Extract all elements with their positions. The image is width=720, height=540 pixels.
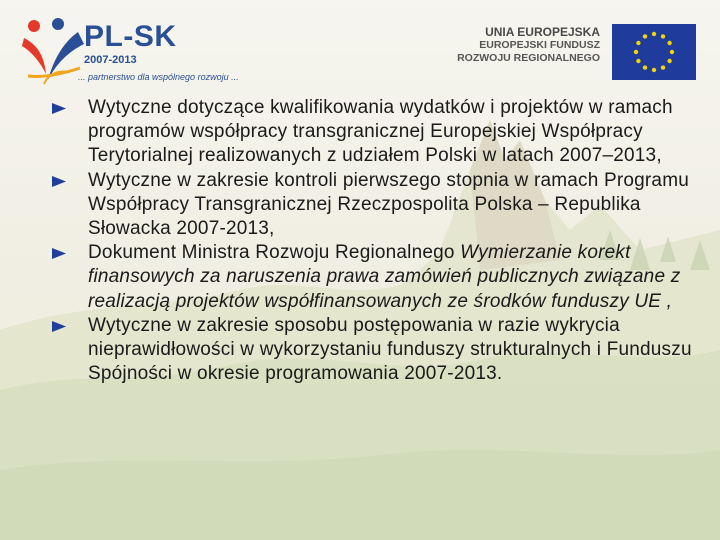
- program-logo-title: PL-SK: [84, 20, 177, 53]
- header: [0, 0, 720, 92]
- content: [52, 96, 692, 386]
- program-logo-tagline: ... partnerstwo dla wspólnego rozwoju ...: [78, 72, 239, 82]
- list-item: [52, 314, 692, 387]
- list-item: [52, 169, 692, 242]
- triangle-right-icon: [52, 176, 66, 187]
- program-logo-years: 2007-2013: [84, 54, 137, 66]
- list-item-text: Wytyczne w zakresie sposobu postępowania w razie wykrycia nieprawidłowości w wykorzystaniu funduszy strukturalnych i Funduszu Spójności w okresie programowania 2007-2013.: [88, 314, 692, 385]
- list-item: [52, 96, 692, 169]
- eu-logo-text: [457, 26, 600, 65]
- eu-fund-line1: EUROPEJSKI FUNDUSZ: [479, 39, 600, 51]
- eu-name: UNIA EUROPEJSKA: [485, 25, 600, 39]
- list-item-text: Wytyczne w zakresie kontroli pierwszego stopnia w ramach Programu Współpracy Transgranicznej Rzeczpospolita Polska – Republika Słowacka 2007-2013,: [88, 169, 689, 240]
- program-logo: [18, 14, 268, 86]
- eu-fund-line2: ROZWOJU REGIONALNEGO: [457, 52, 600, 64]
- triangle-right-icon: [52, 321, 66, 332]
- list-item: [52, 241, 692, 314]
- eu-flag-icon: [612, 24, 696, 80]
- guidelines-list: [52, 96, 692, 386]
- list-item-text: Dokument Ministra Rozwoju Regionalnego: [88, 242, 461, 264]
- list-item-italic-title: Wymierzanie korekt finansowych za naruszenia prawa zamówień publicznych związane z realizacją projektów współfinansowanych ze środków funduszy UE ,: [88, 242, 681, 312]
- eu-logo: [454, 24, 700, 84]
- triangle-right-icon: [52, 248, 66, 259]
- triangle-right-icon: [52, 103, 66, 114]
- list-item-text: Wytyczne dotyczące kwalifikowania wydatków i projektów w ramach programów współpracy transgranicznej Europejskiej Współpracy Terytorialnej realizowanych z udziałem Polski w latach 2007–2013,: [88, 97, 673, 167]
